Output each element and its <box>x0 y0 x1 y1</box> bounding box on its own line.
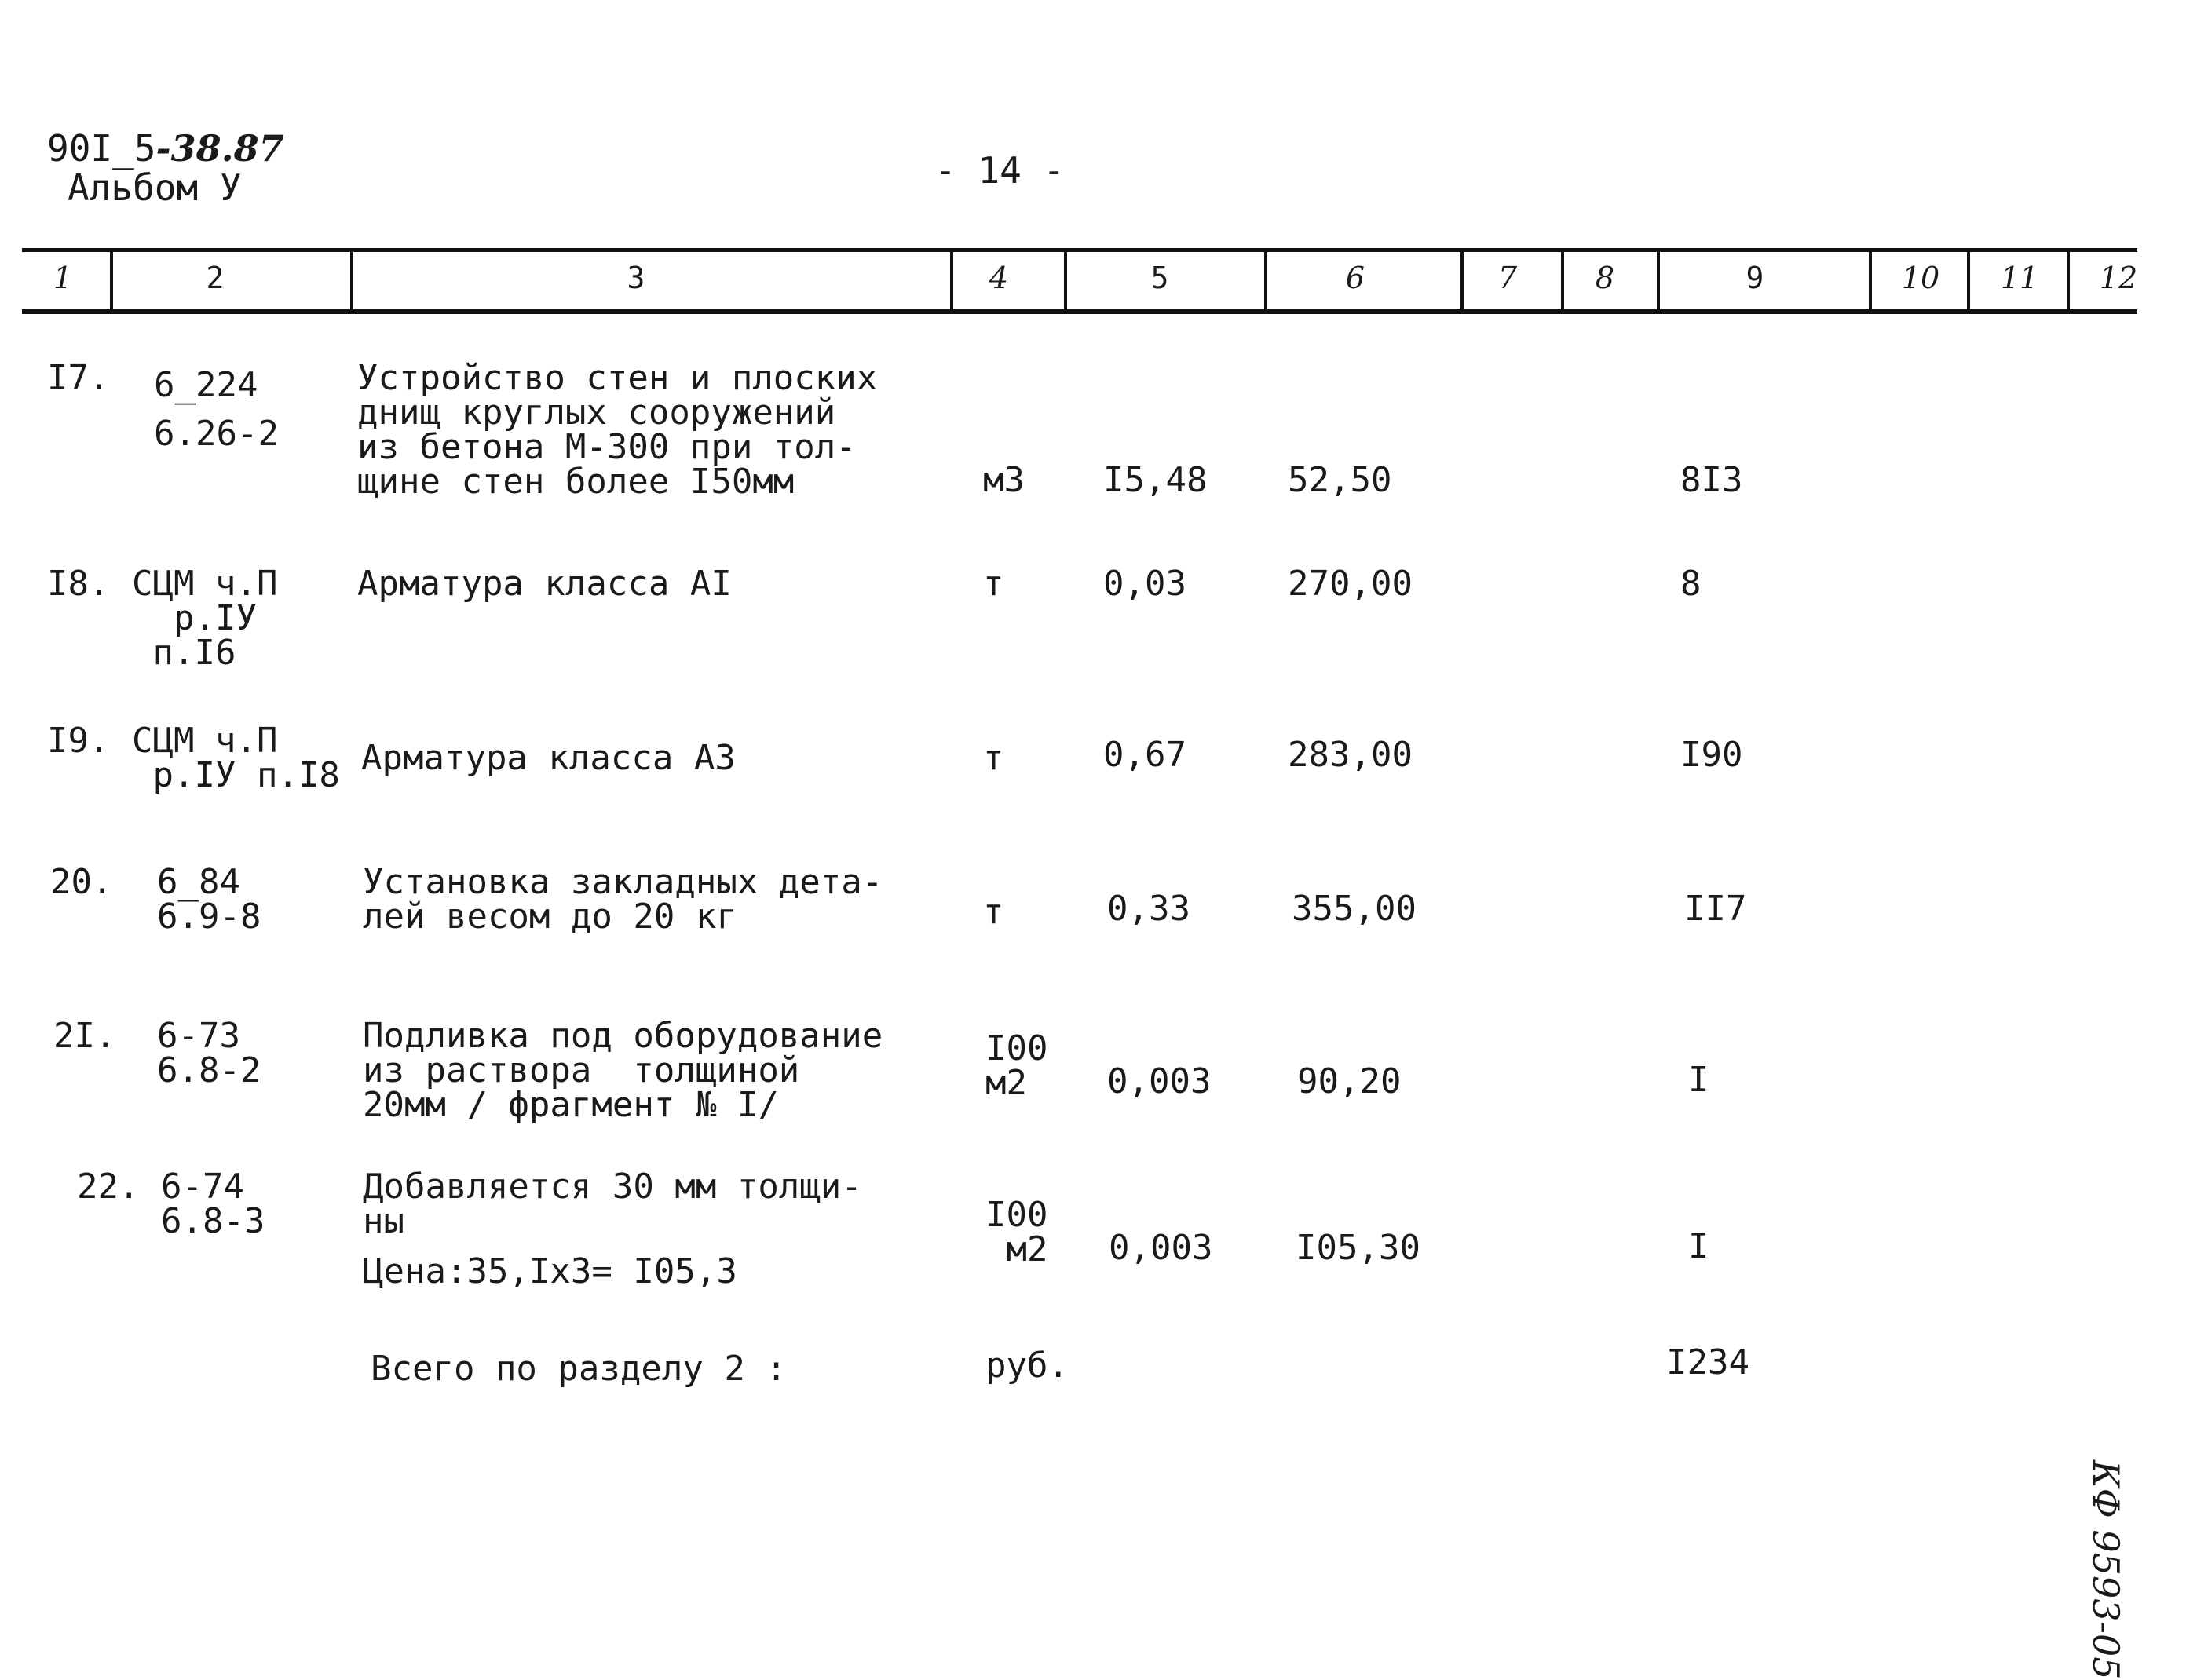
row-code: СЦМ ч.П р.IУ п.I6 <box>132 564 278 673</box>
row-unit: т <box>983 738 1004 778</box>
row-number: I7. <box>47 358 110 398</box>
table-top-rule <box>22 248 2137 252</box>
section-total-value: I234 <box>1666 1342 1749 1382</box>
row-unit: I00 м2 <box>985 1028 1048 1103</box>
row-number: I9. <box>47 721 110 761</box>
column-divider <box>110 248 113 314</box>
row-number: 22. <box>77 1167 140 1207</box>
column-number-11: 11 <box>2000 261 2039 295</box>
row-code: 6_224 6.26-2 <box>154 365 279 454</box>
row-description: Арматура класса A3 <box>361 738 736 778</box>
column-number-9: 9 <box>1746 261 1764 295</box>
row-quantity: 0,003 <box>1109 1228 1213 1268</box>
column-divider <box>1657 248 1660 314</box>
row-unit: I00 м2 <box>985 1195 1048 1269</box>
document-code-typed: 90I_5 <box>47 127 156 170</box>
column-number-4: 4 <box>989 261 1009 295</box>
column-divider <box>950 248 953 314</box>
column-number-8: 8 <box>1595 261 1615 295</box>
row-code: 6-73 6.8-2 <box>157 1016 261 1090</box>
column-number-6: 6 <box>1345 261 1365 295</box>
row-number: 20. <box>50 862 113 902</box>
row-total: II7 <box>1684 889 1747 929</box>
row-total: I90 <box>1680 735 1743 775</box>
row-price: 90,20 <box>1297 1061 1402 1101</box>
archive-stamp: КФ 9593-05 <box>2085 1460 2127 1680</box>
row-code: 6_84 6.9-8 <box>157 862 261 937</box>
row-price: 283,00 <box>1288 735 1413 775</box>
album-label: Альбом У <box>68 166 242 209</box>
row-description: Устройство стен и плоских днищ круглых сооружений из бетона М-300 при тол- щине стен более I50мм <box>357 358 878 502</box>
column-number-3: 3 <box>627 261 645 295</box>
row-total: 8 <box>1680 564 1702 604</box>
row-unit: т <box>983 892 1004 932</box>
column-divider <box>350 248 353 314</box>
column-divider <box>1561 248 1564 314</box>
row-unit: м3 <box>983 460 1025 500</box>
row-quantity: 0,003 <box>1107 1061 1212 1101</box>
column-divider <box>2067 248 2070 314</box>
column-number-7: 7 <box>1497 261 1518 295</box>
row-description: Добавляется 30 мм толщи- ны <box>363 1167 862 1241</box>
row-quantity: 0,03 <box>1103 564 1186 604</box>
row-code: СЦМ ч.П р.IУ п.I8 <box>132 721 340 795</box>
column-number-12: 12 <box>2099 261 2138 295</box>
table-header-bottom-rule <box>22 309 2137 314</box>
column-divider <box>1264 248 1267 314</box>
row-number: I8. <box>47 564 110 604</box>
row-price: 355,00 <box>1292 889 1417 929</box>
column-divider <box>1460 248 1464 314</box>
row-total: I <box>1688 1060 1709 1100</box>
row-number: 2I. <box>53 1016 116 1056</box>
row-price: 52,50 <box>1288 460 1392 500</box>
row-quantity: 0,67 <box>1103 735 1186 775</box>
row-code: 6-74 6.8-3 <box>161 1167 265 1241</box>
row-description: Арматура класса AI <box>357 564 732 604</box>
column-number-2: 2 <box>206 261 225 295</box>
page-number: - 14 - <box>934 149 1066 192</box>
row-total: I <box>1688 1226 1709 1266</box>
row-price: 270,00 <box>1288 564 1413 604</box>
row-total: 8I3 <box>1680 460 1743 500</box>
document-code <box>47 127 284 170</box>
column-divider <box>1064 248 1067 314</box>
row-quantity: 0,33 <box>1107 889 1190 929</box>
row-description: Подливка под оборудование из раствора толщиной 20мм / фрагмент № I/ <box>363 1016 883 1125</box>
column-number-10: 10 <box>1901 261 1940 295</box>
column-number-1: 1 <box>53 261 73 295</box>
section-total-unit: руб. <box>985 1346 1069 1386</box>
column-divider <box>1967 248 1970 314</box>
row-unit: т <box>983 564 1004 604</box>
row-quantity: I5,48 <box>1103 460 1208 500</box>
section-total-label: Всего по разделу 2 : <box>371 1349 787 1389</box>
column-divider <box>1869 248 1872 314</box>
row-description: Установка закладных дета- лей весом до 20 кг <box>363 862 883 937</box>
row-price: I05,30 <box>1296 1228 1420 1268</box>
document-code-handwritten: -38.87 <box>155 127 284 170</box>
row-price-note: Цена:35,Iх3= I05,3 <box>363 1251 737 1291</box>
column-number-5: 5 <box>1150 261 1169 295</box>
